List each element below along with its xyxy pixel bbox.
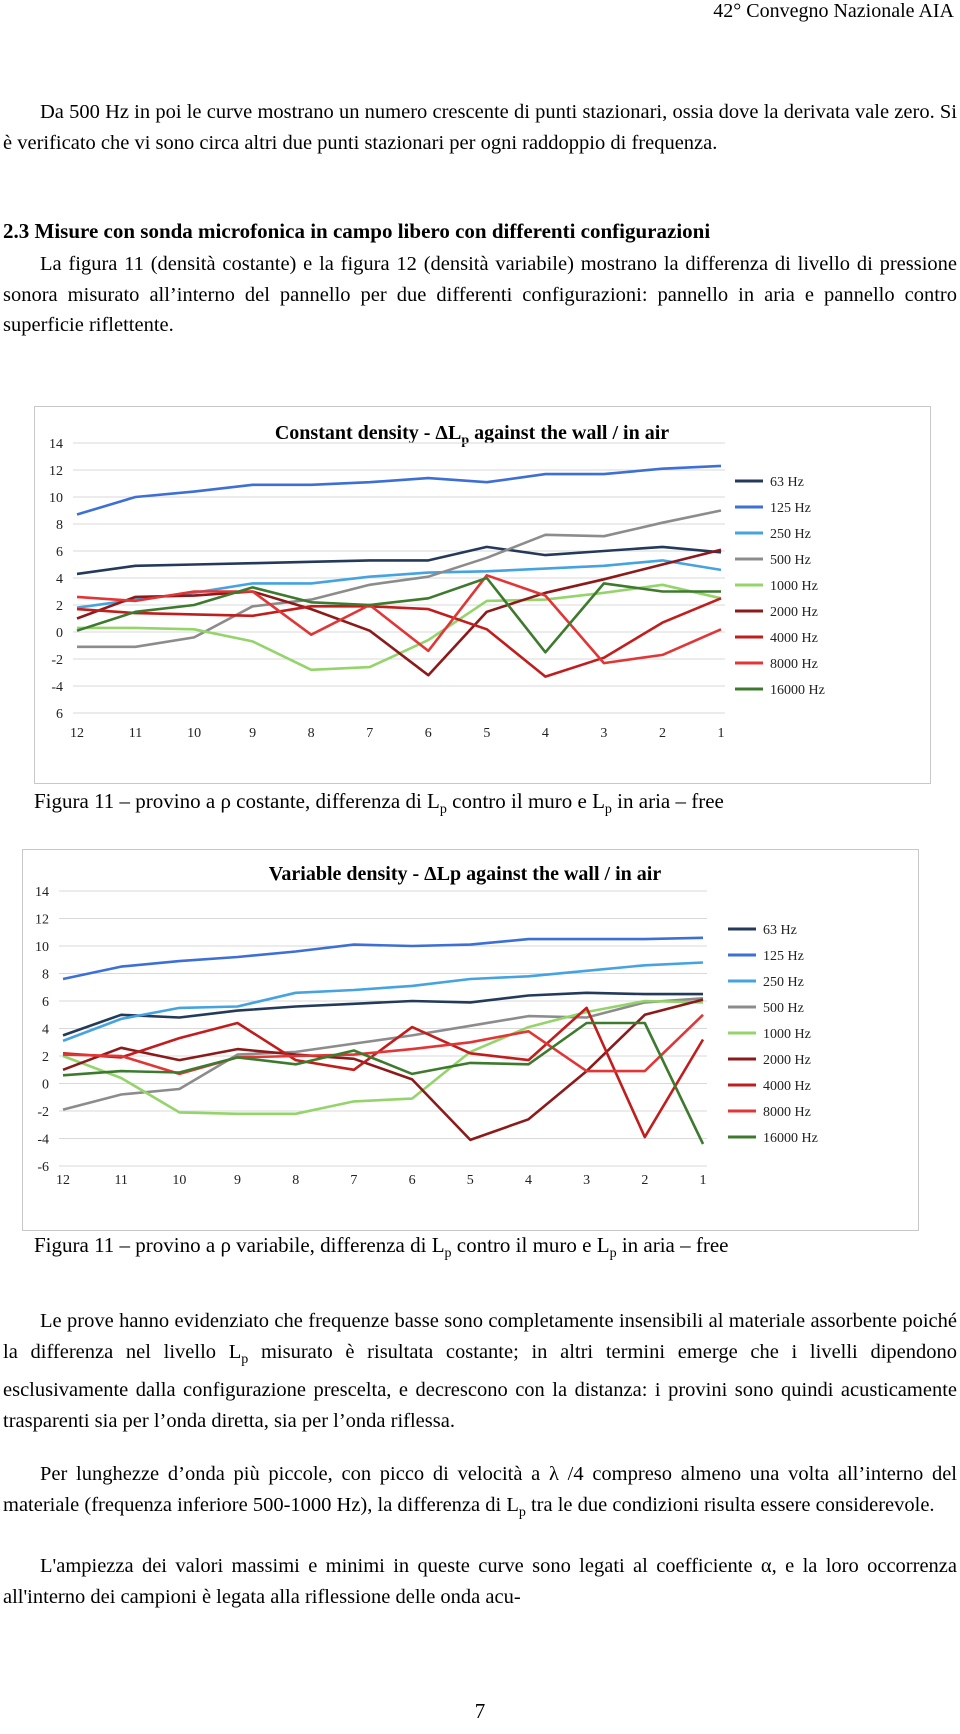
x-tick-label: 9 [234,1173,242,1188]
x-tick-label: 12 [70,726,84,741]
series-line [63,1001,703,1114]
series-line [77,550,721,676]
legend-label: 16000 Hz [763,1131,818,1146]
y-tick-label: 14 [49,437,63,452]
x-tick-label: 11 [128,726,143,741]
legend-label: 2000 Hz [763,1053,811,1068]
x-tick-label: 6 [424,726,432,741]
x-tick-label: 4 [524,1173,532,1188]
section-heading: 2.3 Misure con sonda microfonica in campo libero con differenti configurazioni [3,219,711,243]
y-tick-label: 12 [35,912,49,928]
legend-label: 63 Hz [763,923,797,938]
y-tick-label: 8 [56,518,63,533]
legend-label: 500 Hz [763,1001,804,1016]
y-tick-label: -6 [37,1160,49,1175]
x-tick-label: 11 [114,1173,128,1188]
x-tick-label: 7 [366,726,374,741]
y-tick-label: 8 [42,967,49,983]
x-tick-label: 9 [249,726,257,741]
body-paragraph-3: L'ampiezza dei valori massimi e minimi in queste curve sono legati al coefficiente α, e la loro occorrenza all'interno dei campioni è legata alla riflessione delle onda acu- [3,1555,957,1608]
series-lines [77,466,721,677]
section-paragraph: La figura 11 (densità costante) e la figura 12 (densità variabile) mostrano la differenza di livello di pressione sonora misurato all’interno del pannello per due differenti configurazioni: pannello in aria e pannello contro superficie riflettente. [3,253,957,336]
constant-density-chart-svg [35,407,930,783]
y-tick-label: 6 [56,707,63,722]
conference-header: 42° Convegno Nazionale AIA [713,0,954,22]
y-axis-ticks [35,885,707,1175]
y-tick-label: 4 [56,572,63,587]
legend-label: 63 Hz [770,475,804,490]
x-tick-label: 2 [658,726,666,741]
x-tick-label: 10 [187,726,202,741]
series-line [63,938,703,979]
legend-label: 250 Hz [763,975,804,990]
page-number: 7 [474,1699,486,1723]
legend-label: 500 Hz [770,553,811,568]
x-tick-label: 12 [56,1173,70,1188]
x-tick-label: 10 [172,1173,187,1188]
x-axis-ticks [56,1173,707,1188]
chart-title: Constant density - $\Delta L_p$ against the wall / in air [274,422,670,448]
legend-label: 1000 Hz [770,579,818,594]
y-tick-label: 10 [49,491,63,506]
y-tick-label: 12 [49,464,63,479]
legend-label: 8000 Hz [770,657,818,672]
x-tick-label: 3 [600,726,608,741]
legend-label: 4000 Hz [770,631,818,646]
figure-12-caption: Figura 11 – provino a ρ variabile, differenza di $L_p$ contro il muro e $L_p$ in aria – free [34,1233,729,1262]
x-tick-label: 2 [641,1173,649,1188]
variable-density-chart-svg [23,850,918,1230]
legend [728,923,818,1146]
y-tick-label: 14 [35,885,49,900]
y-tick-label: -2 [37,1105,49,1120]
x-tick-label: 8 [307,726,315,741]
figure-12-chart [22,849,919,1231]
y-tick-label: 0 [56,626,63,641]
legend [735,475,825,698]
series-line [77,575,721,663]
body-paragraph-2: Per lunghezze d’onda più piccole, con picco di velocità a λ /4 compreso almeno una volta all’interno del materiale (frequenza inferiore 500-1000 Hz), la differenza di $L_p$ tra le due condizioni risulta essere considerevole. [3,1463,957,1520]
legend-label: 125 Hz [763,949,804,964]
x-tick-label: 1 [699,1173,707,1188]
x-tick-label: 8 [292,1173,300,1188]
series-line [63,993,703,1036]
x-tick-label: 7 [350,1173,358,1188]
legend-label: 1000 Hz [763,1027,811,1042]
series-line [77,598,721,676]
x-axis-ticks [70,726,725,741]
series-lines [63,938,703,1144]
body-paragraph-1: Le prove hanno evidenziato che frequenze basse sono completamente insensibili al materiale assorbente poiché la differenza nel livello $L_p$ misurato è risultata costante; in altri termini emerge che i livelli dipendono esclusivamente dalla configurazione prescelta, e decrescono con la distanza: i provini sono quindi acusticamente trasparenti sia per l’onda diretta, sia per l’onda riflessa. [3,1310,957,1432]
y-tick-label: 6 [56,545,63,560]
figure-11-caption: Figura 11 – provino a ρ costante, differenza di $L_p$ contro il muro e $L_p$ in aria – free [34,789,724,818]
y-tick-label: 2 [56,599,63,614]
y-tick-label: -2 [51,653,63,668]
legend-label: 125 Hz [770,501,811,516]
y-tick-label: 0 [42,1077,49,1093]
y-tick-label: -4 [37,1132,49,1148]
legend-label: 8000 Hz [763,1105,811,1120]
series-line [63,1000,703,1140]
x-tick-label: 5 [466,1173,474,1188]
x-tick-label: 1 [717,726,725,741]
y-tick-label: 10 [35,940,49,955]
chart-title: Variable density - ΔLp against the wall / in air [268,863,662,885]
legend-label: 250 Hz [770,527,811,542]
x-tick-label: 5 [483,726,491,741]
figure-11-chart [34,406,931,784]
y-tick-label: 4 [42,1022,49,1038]
x-tick-label: 6 [408,1173,416,1188]
intro-paragraph: Da 500 Hz in poi le curve mostrano un numero crescente di punti stazionari, ossia dove la derivata vale zero. Si è verificato che vi sono circa altri due punti stazionari per ogni raddoppio di frequenza. [3,101,957,154]
legend-label: 16000 Hz [770,683,825,698]
y-tick-label: 6 [42,995,49,1010]
y-tick-label: -4 [51,680,63,695]
series-line [77,466,721,515]
x-tick-label: 4 [541,726,549,741]
legend-label: 2000 Hz [770,605,818,620]
legend-label: 4000 Hz [763,1079,811,1094]
x-tick-label: 3 [583,1173,591,1188]
y-tick-label: 2 [42,1050,49,1065]
